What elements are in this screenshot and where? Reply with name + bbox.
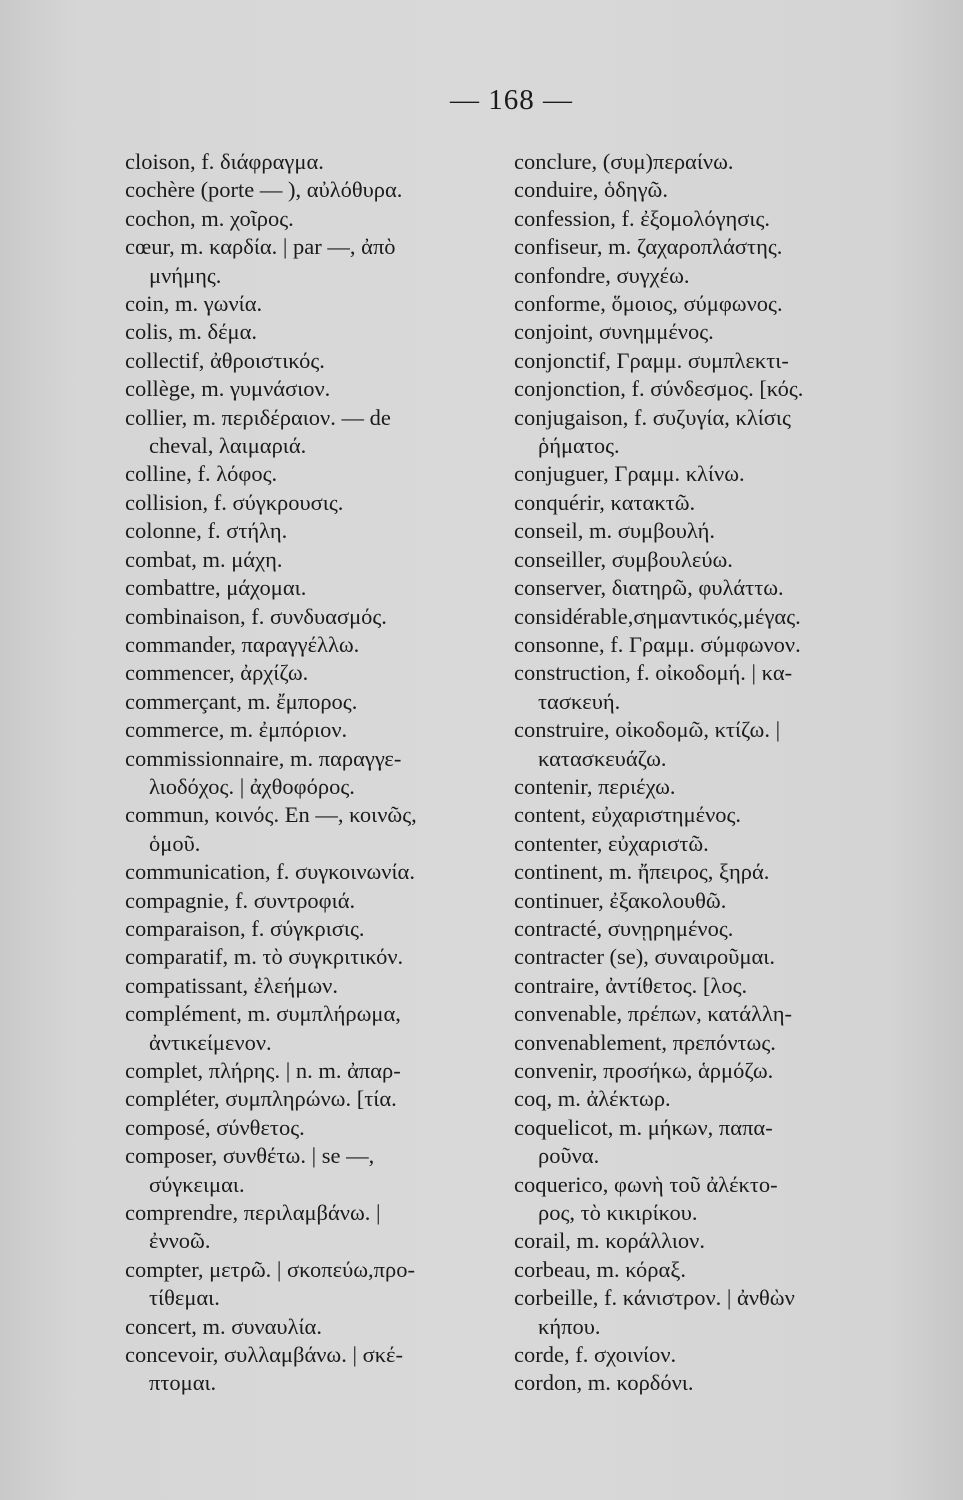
- entry-line: commissionnaire, m. παραγγε-: [125, 745, 402, 771]
- entry-line: corail, m. κοράλλιον.: [514, 1228, 705, 1254]
- entry-line: coquerico, φωνὴ τοῦ ἀλέκτο-: [514, 1171, 778, 1197]
- entry-line: comprendre, περιλαμβάνω. |: [125, 1200, 381, 1226]
- dictionary-entry: [514, 148, 889, 176]
- dictionary-entry: [514, 1085, 889, 1113]
- entry-line: confondre, συγχέω.: [514, 262, 690, 288]
- dictionary-entry: [125, 1000, 505, 1057]
- dictionary-entry: [514, 1369, 889, 1397]
- entry-line: combat, m. μάχη.: [125, 546, 283, 572]
- dictionary-entry: [125, 1142, 505, 1199]
- dictionary-entry: [514, 830, 889, 858]
- entry-line: corbeau, m. κόραξ.: [514, 1256, 686, 1282]
- entry-line: colis, m. δέμα.: [125, 319, 258, 345]
- dictionary-entry: [125, 915, 505, 943]
- dictionary-entry: [514, 347, 889, 375]
- dictionary-entry: [125, 148, 505, 176]
- entry-continuation-line: κήπου.: [538, 1313, 601, 1339]
- entry-line: comparaison, f. σύγκρισις.: [125, 915, 365, 941]
- dictionary-entry: [125, 460, 505, 488]
- entry-line: cochon, m. χοῖρος.: [125, 205, 294, 231]
- entry-line: composé, σύνθετος.: [125, 1114, 305, 1140]
- dictionary-entry: [514, 1341, 889, 1369]
- entry-line: complément, m. συμπλήρωμα,: [125, 1001, 401, 1027]
- dictionary-entry: [514, 546, 889, 574]
- entry-line: conduire, ὁδηγῶ.: [514, 177, 668, 203]
- dictionary-entry: [514, 773, 889, 801]
- entry-line: contenir, περιέχω.: [514, 773, 676, 799]
- dictionary-entry: [125, 1114, 505, 1142]
- entry-line: coq, m. ἀλέκτωρ.: [514, 1086, 671, 1112]
- dictionary-entry: [514, 1114, 889, 1171]
- entry-continuation-line: ῥήματος.: [538, 433, 620, 459]
- dictionary-entry: [125, 233, 505, 290]
- entry-continuation-line: ἐννοῶ.: [149, 1228, 211, 1254]
- dictionary-entry: [125, 943, 505, 971]
- dictionary-entry: [514, 716, 889, 773]
- entry-line: construction, f. οἰκοδομή. | κα-: [514, 660, 793, 686]
- dictionary-entry: [125, 858, 505, 886]
- entry-line: convenable, πρέπων, κατάλλη-: [514, 1001, 792, 1027]
- entry-line: conjugaison, f. συζυγία, κλίσις: [514, 404, 791, 430]
- entry-line: confession, f. ἐξομολόγησις.: [514, 205, 771, 231]
- dictionary-entry: [125, 1199, 505, 1256]
- entry-continuation-line: ὁμοῦ.: [149, 830, 201, 856]
- dictionary-entry: [514, 318, 889, 346]
- dictionary-entry: [514, 1057, 889, 1085]
- dictionary-entry: [514, 659, 889, 716]
- dictionary-entry: [514, 1000, 889, 1028]
- entry-continuation-line: μνήμης.: [149, 262, 222, 288]
- entry-line: commencer, ἀρχίζω.: [125, 660, 309, 686]
- entry-continuation-line: ρος, τὸ κικιρίκου.: [538, 1200, 698, 1226]
- dictionary-entry: [514, 603, 889, 631]
- left-column: [125, 148, 505, 1398]
- dictionary-entry: [514, 631, 889, 659]
- entry-line: conjoint, συνημμένος.: [514, 319, 714, 345]
- dictionary-entry: [514, 1227, 889, 1255]
- entry-line: contenter, εὐχαριστῶ.: [514, 830, 709, 856]
- entry-line: cœur, m. καρδία. | par —, ἀπὸ: [125, 234, 396, 260]
- dictionary-entry: [125, 688, 505, 716]
- dictionary-entry: [125, 716, 505, 744]
- dictionary-entry: [125, 404, 505, 461]
- dictionary-entry: [514, 460, 889, 488]
- entry-line: continent, m. ἤπειρος, ξηρά.: [514, 859, 770, 885]
- entry-line: commerçant, m. ἔμπορος.: [125, 688, 358, 714]
- entry-line: commander, παραγγέλλω.: [125, 631, 360, 657]
- entry-continuation-line: κατασκευάζω.: [538, 745, 667, 771]
- entry-line: colline, f. λόφος.: [125, 461, 278, 487]
- dictionary-entry: [125, 574, 505, 602]
- dictionary-entry: [125, 801, 505, 858]
- entry-line: compléter, συμπληρώνω. [τία.: [125, 1086, 397, 1112]
- entry-line: collège, m. γυμνάσιον.: [125, 376, 331, 402]
- entry-line: convenir, προσήκω, ἁρμόζω.: [514, 1058, 774, 1083]
- dictionary-entry: [125, 546, 505, 574]
- dictionary-entry: [514, 943, 889, 971]
- dictionary-entry: [125, 205, 505, 233]
- dictionary-entry: [125, 631, 505, 659]
- entry-line: coin, m. γωνία.: [125, 291, 263, 317]
- dictionary-entry: [125, 603, 505, 631]
- entry-line: cloison, f. διάφραγμα.: [125, 149, 324, 174]
- entry-continuation-line: σύγκειμαι.: [149, 1171, 245, 1197]
- dictionary-entry: [125, 659, 505, 687]
- entry-line: conjuguer, Γραμμ. κλίνω.: [514, 461, 745, 487]
- dictionary-entry: [514, 176, 889, 204]
- dictionary-entry: [514, 1256, 889, 1284]
- dictionary-entry: [514, 887, 889, 915]
- entry-line: conquérir, κατακτῶ.: [514, 489, 696, 515]
- dictionary-entry: [514, 517, 889, 545]
- dictionary-entry: [514, 233, 889, 261]
- entry-line: combinaison, f. συνδυασμός.: [125, 603, 387, 629]
- entry-line: commun, κοινός. En —, κοινῶς,: [125, 802, 417, 828]
- entry-line: construire, οἰκοδομῶ, κτίζω. |: [514, 717, 781, 743]
- dictionary-entry: [125, 745, 505, 802]
- entry-line: collectif, ἀθροιστικός.: [125, 347, 325, 373]
- entry-line: concevoir, συλλαμβάνω. | σκέ-: [125, 1342, 403, 1368]
- entry-continuation-line: τασκευή.: [538, 688, 621, 714]
- dictionary-entry: [514, 801, 889, 829]
- entry-line: corde, f. σχοινίον.: [514, 1342, 677, 1368]
- entry-line: collier, m. περιδέραιον. — de: [125, 404, 391, 430]
- dictionary-entry: [125, 1313, 505, 1341]
- dictionary-entry: [514, 375, 889, 403]
- dictionary-entry: [125, 375, 505, 403]
- entry-line: colonne, f. στήλη.: [125, 518, 288, 544]
- entry-line: consonne, f. Γραμμ. σύμφωνον.: [514, 631, 801, 657]
- entry-line: conforme, ὅμοιος, σύμφωνος.: [514, 291, 783, 317]
- entry-continuation-line: ἀντικείμενον.: [149, 1029, 272, 1055]
- entry-line: communication, f. συγκοινωνία.: [125, 859, 415, 885]
- dictionary-entry: [514, 262, 889, 290]
- entry-line: considérable,σημαντικός,μέγας.: [514, 603, 801, 629]
- entry-line: compter, μετρῶ. | σκοπεύω,προ-: [125, 1256, 415, 1282]
- dictionary-entry: [125, 176, 505, 204]
- entry-line: confiseur, m. ζαχαροπλάστης.: [514, 234, 783, 260]
- dictionary-entry: [125, 1256, 505, 1313]
- entry-continuation-line: cheval, λαιμαριά.: [149, 433, 307, 459]
- dictionary-entry: [125, 347, 505, 375]
- right-column: [514, 148, 889, 1398]
- entry-continuation-line: λιοδόχος. | ἀχθοφόρος.: [149, 773, 355, 799]
- entry-line: conjonction, f. σύνδεσμος. [κός.: [514, 376, 804, 402]
- entry-line: collision, f. σύγκρουσις.: [125, 489, 344, 515]
- entry-line: complet, πλήρης. | n. m. ἀπαρ-: [125, 1058, 401, 1083]
- entry-line: cordon, m. κορδόνι.: [514, 1370, 694, 1396]
- entry-continuation-line: τίθεμαι.: [149, 1285, 220, 1311]
- entry-line: conseil, m. συμβουλή.: [514, 518, 716, 544]
- dictionary-entry: [125, 318, 505, 346]
- entry-continuation-line: ροῦνα.: [538, 1143, 600, 1169]
- dictionary-entry: [125, 1341, 505, 1398]
- dictionary-entry: [514, 1029, 889, 1057]
- dictionary-entry: [514, 489, 889, 517]
- dictionary-entry: [514, 858, 889, 886]
- entry-line: convenablement, πρεπόντως.: [514, 1029, 776, 1055]
- dictionary-entry: [514, 915, 889, 943]
- dictionary-entry: [125, 1085, 505, 1113]
- entry-line: combattre, μάχομαι.: [125, 575, 307, 601]
- entry-line: compagnie, f. συντροφιά.: [125, 887, 356, 913]
- entry-line: composer, συνθέτω. | se —,: [125, 1143, 375, 1169]
- entry-line: conclure, (συμ)περαίνω.: [514, 149, 734, 174]
- entry-line: conjonctif, Γραμμ. συμπλεκτι-: [514, 347, 789, 373]
- entry-line: concert, m. συναυλία.: [125, 1313, 322, 1339]
- entry-line: commerce, m. ἐμπόριον.: [125, 717, 348, 743]
- entry-line: contracté, συνῃρημένος.: [514, 915, 734, 941]
- entry-line: contracter (se), συναιροῦμαι.: [514, 944, 775, 970]
- entry-line: conserver, διατηρῶ, φυλάττω.: [514, 575, 784, 601]
- dictionary-entry: [514, 1284, 889, 1341]
- entry-line: contraire, ἀντίθετος. [λος.: [514, 972, 748, 998]
- dictionary-entry: [125, 290, 505, 318]
- entry-line: conseiller, συμβουλεύω.: [514, 546, 733, 572]
- entry-line: comparatif, m. τὸ συγκριτικόν.: [125, 944, 404, 970]
- entry-continuation-line: πτομαι.: [149, 1370, 217, 1396]
- dictionary-entry: [125, 489, 505, 517]
- page-number: — 168 —: [450, 84, 573, 116]
- entry-line: cochère (porte — ), αὐλόθυρα.: [125, 177, 403, 203]
- entry-line: corbeille, f. κάνιστρον. | ἀνθὼν: [514, 1285, 795, 1311]
- dictionary-entry: [125, 1057, 505, 1085]
- entry-line: compatissant, ἐλεήμων.: [125, 972, 338, 998]
- dictionary-entry: [514, 404, 889, 461]
- dictionary-entry: [125, 887, 505, 915]
- entry-line: content, εὐχαριστημένος.: [514, 802, 742, 828]
- dictionary-entry: [514, 205, 889, 233]
- entry-line: coquelicot, m. μήκων, παπα-: [514, 1114, 773, 1140]
- dictionary-entry: [514, 290, 889, 318]
- dictionary-entry: [514, 574, 889, 602]
- entry-line: continuer, ἐξακολουθῶ.: [514, 887, 727, 913]
- dictionary-entry: [125, 972, 505, 1000]
- dictionary-entry: [514, 972, 889, 1000]
- dictionary-entry: [125, 517, 505, 545]
- dictionary-entry: [514, 1171, 889, 1228]
